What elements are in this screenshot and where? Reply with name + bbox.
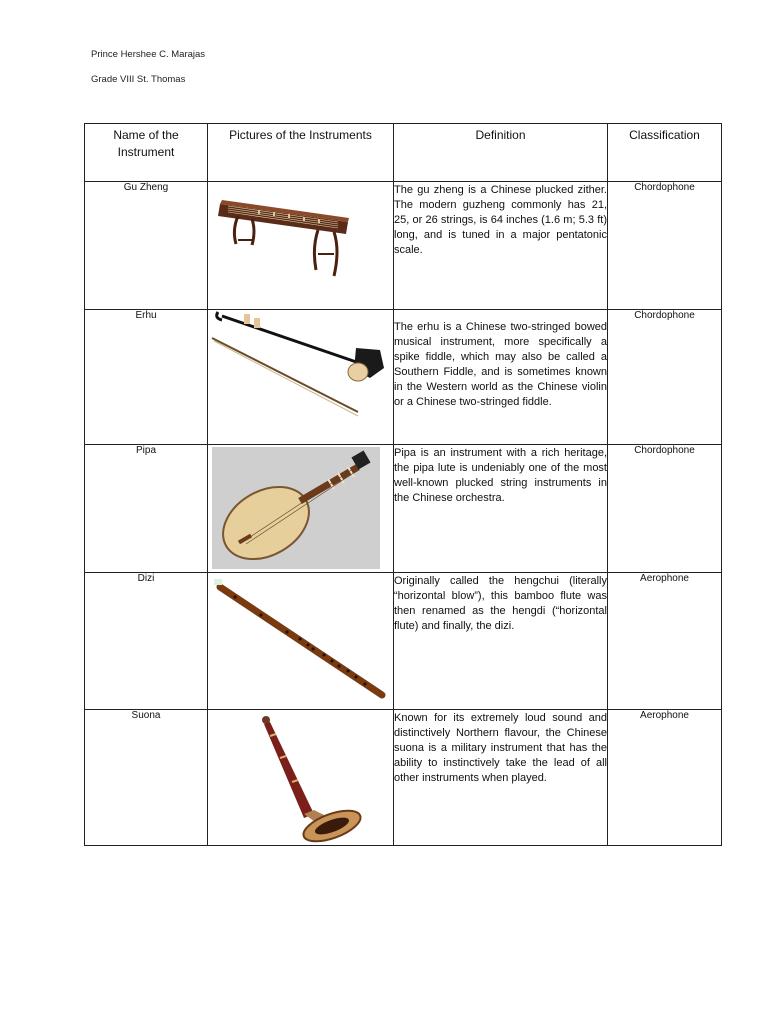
author-name: Prince Hershee C. Marajas — [91, 49, 206, 60]
instruments-table — [84, 123, 722, 846]
instrument-picture-cell — [208, 445, 394, 573]
instrument-classification: Aerophone — [608, 710, 722, 846]
col-header-classification: Classification — [608, 124, 722, 182]
instrument-picture-cell — [208, 710, 394, 846]
col-header-pictures: Pictures of the Instruments — [208, 124, 394, 182]
instrument-definition: Known for its extremely loud sound and distinctively Northern flavour, the Chinese suona is a military instrument that has the ability to instinctively take the lead of all other instruments when played. — [394, 710, 608, 846]
instrument-name: Suona — [85, 710, 208, 846]
instrument-classification: Chordophone — [608, 310, 722, 445]
col-header-definition: Definition — [394, 124, 608, 182]
dizi-picture — [208, 573, 394, 709]
instrument-definition: The gu zheng is a Chinese plucked zither. The modern guzheng commonly has 21, 25, or 26 strings, is 64 inches (1.6 m; 5.3 ft) long, and is tuned in a major pentatonic scale. — [394, 182, 608, 310]
instrument-name: Dizi — [85, 573, 208, 710]
instrument-definition: Originally called the hengchui (literally “horizontal blow”), this bamboo flute was then renamed as the hengdi (“horizontal flute) and finally, the dizi. — [394, 573, 608, 710]
instrument-picture-cell — [208, 310, 394, 445]
table-row — [85, 445, 722, 573]
erhu-picture — [208, 310, 394, 444]
grade-section: Grade VIII St. Thomas — [91, 74, 186, 85]
instrument-name: Gu Zheng — [85, 182, 208, 310]
instrument-definition: The erhu is a Chinese two-stringed bowed musical instrument, more specifically a spike fiddle, which may also be called a Southern Fiddle, and is sometimes known in the Western world as the Chinese violin or a Chinese two-stringed fiddle. — [394, 310, 608, 445]
instrument-picture-cell — [208, 182, 394, 310]
instrument-classification: Aerophone — [608, 573, 722, 710]
table-row — [85, 710, 722, 846]
suona-picture — [208, 710, 394, 845]
instrument-name: Pipa — [85, 445, 208, 573]
pipa-picture — [208, 445, 394, 572]
table-header-row — [85, 124, 722, 182]
guzheng-picture — [208, 182, 394, 309]
instrument-classification: Chordophone — [608, 445, 722, 573]
table-row — [85, 310, 722, 445]
instrument-classification: Chordophone — [608, 182, 722, 310]
instrument-definition: Pipa is an instrument with a rich heritage, the pipa lute is undeniably one of the most well-known plucked string instruments in the Chinese orchestra. — [394, 445, 608, 573]
table-row — [85, 182, 722, 310]
instrument-name: Erhu — [85, 310, 208, 445]
table-row — [85, 573, 722, 710]
instrument-picture-cell — [208, 573, 394, 710]
col-header-name: Name of the Instrument — [85, 124, 208, 182]
